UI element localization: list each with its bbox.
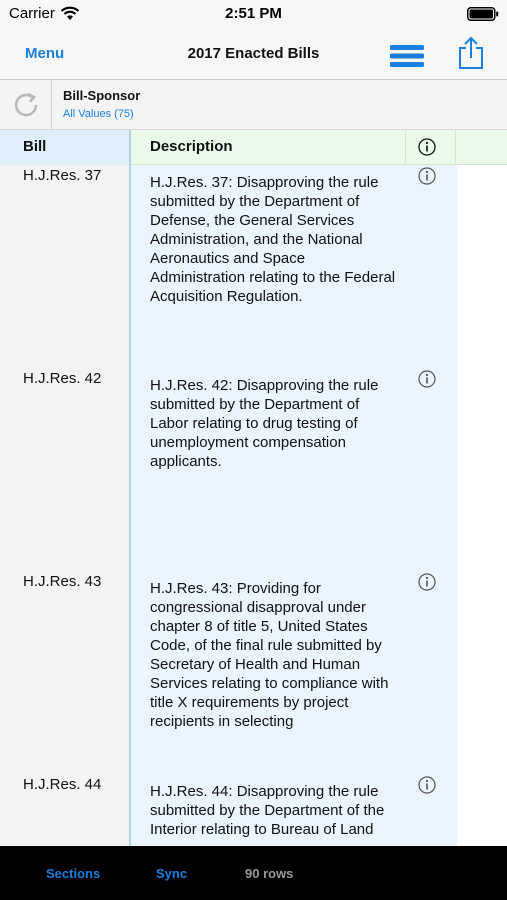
table-row[interactable] [0,571,507,774]
column-header-description-label: Description [150,138,233,155]
refresh-icon [11,90,41,120]
row-count-label: 90 rows [245,866,294,881]
column-header-bill-label: Bill [23,138,47,155]
refresh-button[interactable] [0,80,52,130]
battery-icon [467,7,499,21]
bill-id: H.J.Res. 42 [23,370,102,387]
status-bar [0,0,507,28]
column-header-description[interactable] [131,130,406,165]
info-icon[interactable] [418,370,436,388]
bill-id: H.J.Res. 37 [23,167,102,184]
table-header [0,130,507,165]
sections-button[interactable]: Sections [46,866,101,881]
table-body[interactable] [0,165,507,846]
hamburger-icon[interactable] [390,45,424,67]
info-icon[interactable] [418,167,436,185]
table-row[interactable] [0,368,507,571]
sync-button[interactable]: Sync [156,866,188,881]
bottom-toolbar [0,846,507,900]
bill-id: H.J.Res. 43 [23,573,102,590]
filter-value-link[interactable]: All Values (75) [63,108,134,120]
bill-description: H.J.Res. 42: Disapproving the rule submitted by the Department of Labor relating to drug testing of unemployment compensation applicants. [150,377,379,470]
info-icon [418,138,436,156]
bill-description: H.J.Res. 43: Providing for congressional disapproval under chapter 8 of title 5, United States Code, of the final rule submitted by Secretary of Health and Human Services relating to compliance with title X requirements by project recipients in selecting [150,580,389,730]
bill-description: H.J.Res. 44: Disapproving the rule submitted by the Department of the Interior relating to Bureau of Land [150,783,385,838]
filter-label: Bill-Sponsor [63,88,141,103]
bill-description: H.J.Res. 37: Disapproving the rule submitted by the Department of Defense, the General Services Administration, and the National Aeronautics and Space Administration relating to the Federal Acquisition Regulation. [150,174,396,305]
page-title: 2017 Enacted Bills [187,45,320,62]
navigation-bar [0,28,507,80]
bill-id: H.J.Res. 44 [23,776,102,793]
info-icon[interactable] [418,776,436,794]
menu-button[interactable]: Menu [25,45,65,62]
filter-row[interactable] [0,80,507,130]
table-row[interactable] [0,774,507,846]
carrier-label: Carrier [9,5,55,22]
column-header-info[interactable] [406,130,456,165]
info-icon[interactable] [418,573,436,591]
table-row[interactable] [0,165,507,368]
share-icon[interactable] [457,36,485,70]
column-header-bill[interactable] [0,130,131,165]
status-time: 2:51 PM [225,5,282,22]
